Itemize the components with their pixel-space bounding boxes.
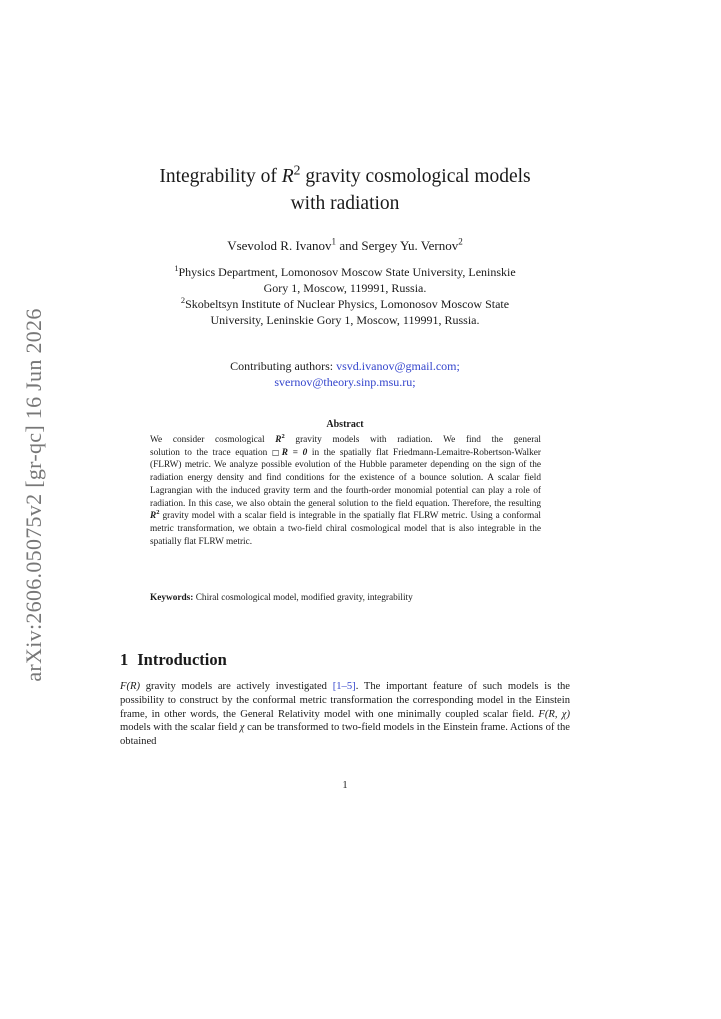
affiliation-1: $^1$Physics Department, Lomonosov Moscow State University, Leninskie Gory 1, Moscow, 119991, Russia. [174,264,516,295]
email-link-2[interactable]: svernov@theory.sinp.msu.ru; [274,375,416,389]
contributing-authors: Contributing authors: vsvd.ivanov@gmail.com; svernov@theory.sinp.msu.ru; [230,359,460,389]
section-number: 1 [120,650,129,669]
keywords-label: Keywords: [150,593,194,603]
trace-equation: R = 0 [281,447,308,458]
title-line-2: with radiation [290,193,400,214]
intro-paragraph: F(R) gravity models are actively investigated [1–5]. The important feature of such models is the possibility to construct by the conformal metric transformation the corresponding model in the Einstein frame, in other words, the General Relativity model with one minimally coupled scalar field. F(R, χ) models with the scalar field χ can be transformed to two-field models in the Einstein frame. Actions of the obtained [120,681,571,748]
abstract-body: We consider cosmological $R^2$ gravity models with radiation. We find the general solution to the trace equation □R = 0 in the spatially flat Friedmann-Lemaitre-Robertson-Walker (FLRW) metric. We analyze possible evolution of the Hubble parameter depending on the sign of the radiation energy density and find conditions for the existence of a bounce solution. A scalar field Lagrangian with the induced gravity term and the fourth-order monomial potential can play a role of radiation. In this case, we also obtain the general solution to the field equation. Therefore, the resulting $R^2$ gravity model with a scalar field is integrable in the spatially flat FLRW metric. Using a conformal metric transformation, we obtain a two-field chiral cosmological model that is also integrable in the spatially flat FLRW metric. [150,432,542,547]
title-symbol: R [281,166,294,187]
abstract-heading: Abstract [326,419,364,430]
title-line-1: Integrability of $R^2$ gravity cosmological models [159,162,531,187]
section-heading [120,650,227,670]
page-number: 1 [342,780,348,791]
author-1: Vsevolod R. Ivanov [227,238,332,253]
paper-title [120,163,570,217]
author-list: Vsevolod R. Ivanov$^1$ and Sergey Yu. Vernov$^2$ [227,236,463,253]
email-link-1[interactable]: vsvd.ivanov@gmail.com; [336,359,460,373]
keywords: Keywords: Chiral cosmological model, modified gravity, integrability [150,593,413,603]
box-operator: □ [271,447,282,457]
citation-link[interactable]: [1–5] [332,681,356,692]
affiliation-2: $^2$Skobeltsyn Institute of Nuclear Physics, Lomonosov Moscow State University, Leninskie Gory 1, Moscow, 119991, Russia. [180,296,510,327]
author-2: Sergey Yu. Vernov [361,238,459,253]
section-title: Introduction [137,650,227,669]
arxiv-identifier-text: arXiv:2606.05075v2 [gr-qc] 16 Jun 2026 [21,308,46,682]
